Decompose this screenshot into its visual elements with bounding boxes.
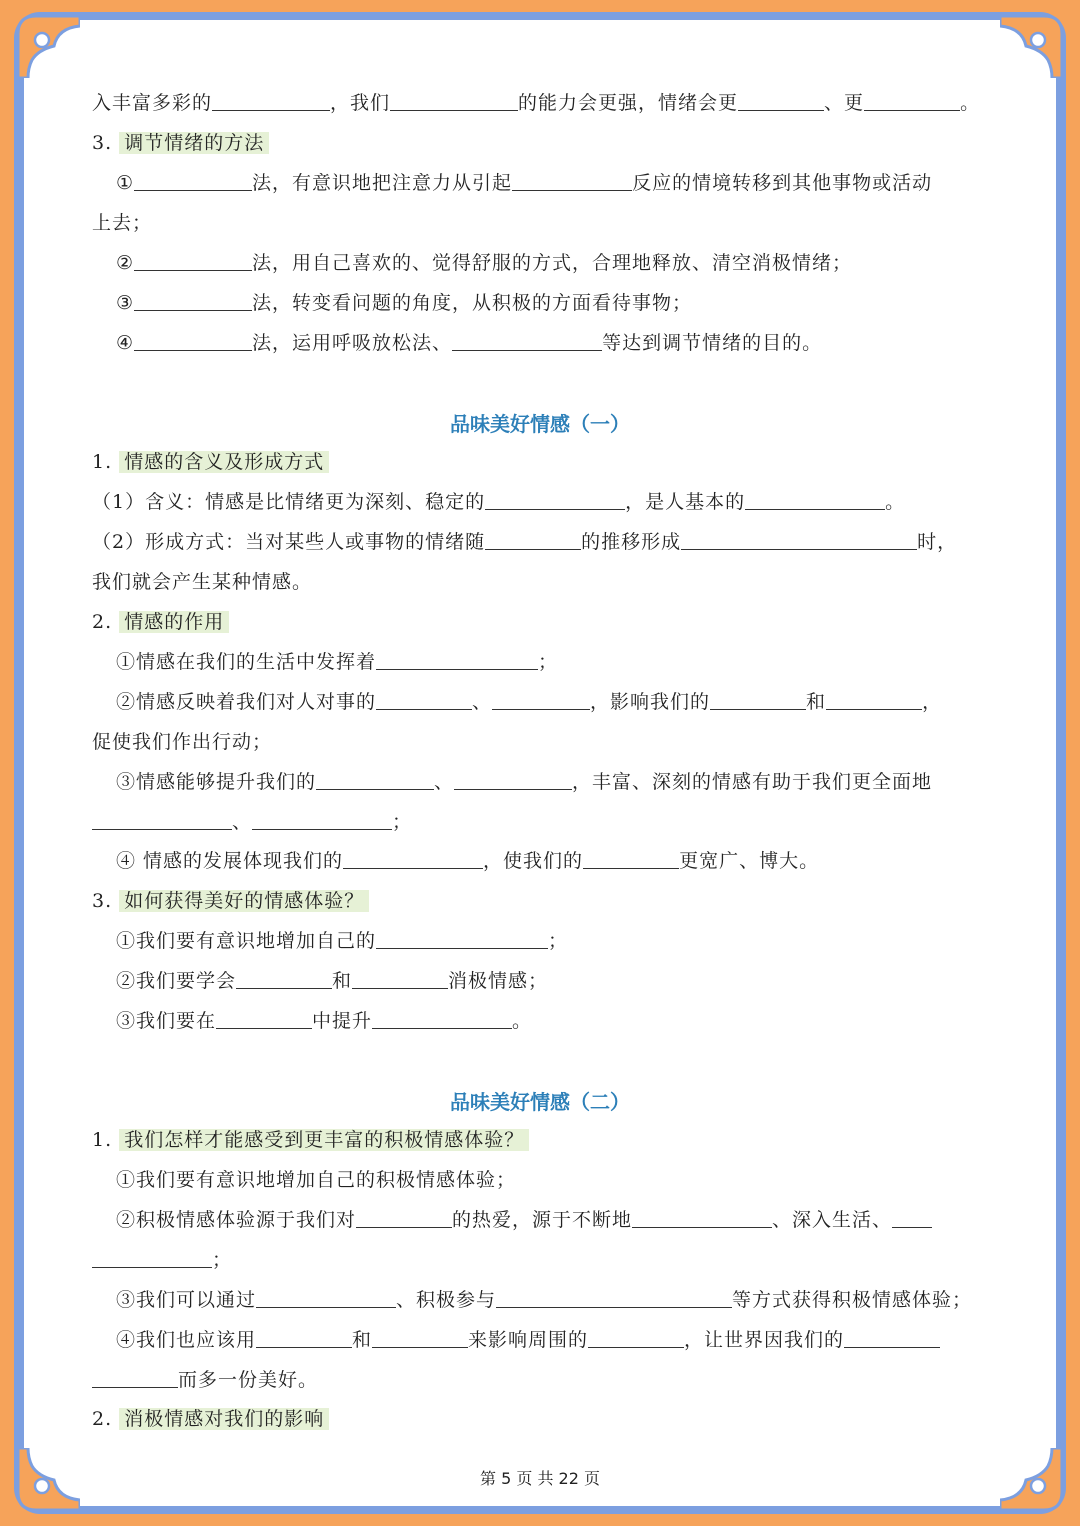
fill-blank[interactable] [134,170,252,191]
text-line [116,848,1016,874]
fill-blank[interactable] [212,90,330,111]
text: ，影响我们的 [590,691,711,713]
fill-blank[interactable] [588,1327,684,1348]
text: 。 [512,1010,533,1032]
text: ②积极情感体验源于我们对 [116,1209,357,1231]
text: （1）含义：情感是比情绪更为深刻、稳定的 [92,491,486,513]
text: （2）形成方式：当对某些人或事物的情绪随 [92,531,486,553]
highlighted-heading: 情感的作用 [119,611,229,633]
fill-blank[interactable] [492,689,590,710]
text: ； [538,651,559,673]
text: 法，运用呼吸放松法、 [252,332,453,354]
text-line [116,1287,1016,1313]
text-line [92,210,992,236]
text: 更宽广、博大。 [679,850,820,872]
fill-blank[interactable] [343,848,483,869]
text: 和 [352,1329,373,1351]
fill-blank[interactable] [892,1207,932,1228]
fill-blank[interactable] [134,250,252,271]
text: ① [116,172,135,194]
text: 法，转变看问题的角度，从积极的方面看待事物； [252,292,693,314]
text: 、 [434,771,455,793]
text-line [116,1207,1016,1233]
fill-blank[interactable] [134,330,252,351]
text: 。 [885,491,906,513]
question-number: 3. [92,890,113,912]
text-line [92,489,992,515]
text: ，我们 [330,92,391,114]
text: 促使我们作出行动； [92,731,273,753]
fill-blank[interactable] [352,968,448,989]
question-number: 2. [92,611,113,633]
fill-blank[interactable] [485,529,581,550]
fill-blank[interactable] [710,689,806,710]
fill-blank[interactable] [681,529,917,550]
text: ②我们要学会 [116,970,237,992]
text: ②情感反映着我们对人对事的 [116,691,377,713]
text: ③ [116,292,135,314]
highlighted-heading: 我们怎样才能感受到更丰富的积极情感体验？ [119,1129,529,1151]
text: ； [392,811,413,833]
text: 和 [806,691,827,713]
text: ①我们要有意识地增加自己的 [116,930,377,952]
question-heading [92,1406,992,1432]
text: ①我们要有意识地增加自己的积极情感体验； [116,1169,517,1191]
fill-blank[interactable] [372,1008,512,1029]
text-line [116,689,1016,715]
question-number: 1. [92,1129,113,1151]
fill-blank[interactable] [632,1207,772,1228]
text-line [92,1247,992,1273]
text-line [116,1008,1016,1034]
text: ④ 情感的发展体现我们的 [116,850,344,872]
text-line [92,569,992,595]
text: 。 [960,92,981,114]
highlighted-heading: 调节情绪的方法 [119,132,269,154]
highlighted-heading: 如何获得美好的情感体验？ [119,890,369,912]
text: ② [116,252,135,274]
text: 上去； [92,212,153,234]
text-line [116,170,1016,196]
text: 的能力会更强，情绪会更 [518,92,739,114]
text-line [116,1327,1016,1353]
fill-blank[interactable] [583,848,679,869]
question-heading [92,1127,992,1153]
text: 、积极参与 [396,1289,497,1311]
fill-blank[interactable] [92,1247,212,1268]
text-line [116,769,1016,795]
fill-blank[interactable] [134,290,252,311]
text: 入丰富多彩的 [92,92,213,114]
text: 的推移形成 [581,531,682,553]
fill-blank[interactable] [452,330,602,351]
fill-blank[interactable] [512,170,632,191]
question-heading [92,449,992,475]
fill-blank[interactable] [864,90,960,111]
fill-blank[interactable] [356,1207,452,1228]
text-line [116,649,1016,675]
question-heading [92,888,992,914]
fill-blank[interactable] [92,809,232,830]
text-line [92,729,992,755]
text: 、 [232,811,253,833]
text-line [92,90,992,116]
text-line [116,968,1016,994]
section-title: 品味美好情感（一） [450,412,630,436]
text-line [92,1367,992,1393]
text: 来影响周围的 [468,1329,589,1351]
text: 我们就会产生某种情感。 [92,571,313,593]
text: 法，有意识地把注意力从引起 [252,172,513,194]
section-title: 品味美好情感（二） [450,1090,630,1114]
text: ，使我们的 [483,850,584,872]
fill-blank[interactable] [316,769,434,790]
text: ④ [116,332,135,354]
fill-blank[interactable] [216,1008,312,1029]
fill-blank[interactable] [376,689,472,710]
text: ③我们要在 [116,1010,217,1032]
fill-blank[interactable] [92,1367,178,1388]
text: ③我们可以通过 [116,1289,257,1311]
fill-blank[interactable] [256,1287,396,1308]
text-line [116,290,1016,316]
text-line [92,529,992,555]
text: 法，用自己喜欢的、觉得舒服的方式，合理地释放、清空消极情绪； [252,252,853,274]
fill-blank[interactable] [390,90,518,111]
text: 的热爱，源于不断地 [452,1209,633,1231]
text: ， [922,691,943,713]
text: 中提升 [312,1010,373,1032]
question-number: 3. [92,132,113,154]
text: 反应的情境转移到其他事物或活动 [632,172,933,194]
text: 而多一份美好。 [178,1369,319,1391]
text: 和 [332,970,353,992]
text: ，是人基本的 [625,491,746,513]
text-line [116,250,1016,276]
fill-blank[interactable] [826,689,922,710]
highlighted-heading: 情感的含义及形成方式 [119,451,329,473]
text: 等方式获得积极情感体验； [732,1289,973,1311]
fill-blank[interactable] [454,769,572,790]
fill-blank[interactable] [252,809,392,830]
text: 消极情感； [448,970,549,992]
text: 、更 [824,92,865,114]
highlighted-heading: 消极情感对我们的影响 [119,1408,329,1430]
text: ，丰富、深刻的情感有助于我们更全面地 [572,771,933,793]
question-number: 2. [92,1408,113,1430]
text-line [116,330,1016,356]
text: ； [212,1249,233,1271]
text-line [116,1167,1016,1193]
text: ，让世界因我们的 [684,1329,845,1351]
fill-blank[interactable] [496,1287,732,1308]
text: ； [548,930,569,952]
fill-blank[interactable] [485,489,625,510]
fill-blank[interactable] [372,1327,468,1348]
fill-blank[interactable] [844,1327,940,1348]
fill-blank[interactable] [256,1327,352,1348]
text: 等达到调节情绪的目的。 [602,332,823,354]
fill-blank[interactable] [376,649,538,670]
fill-blank[interactable] [745,489,885,510]
fill-blank[interactable] [376,928,548,949]
text: ④我们也应该用 [116,1329,257,1351]
question-heading [92,609,992,635]
page-footer: 第 5 页 共 22 页 [480,1469,600,1488]
text: 、 [472,691,493,713]
text-line [116,928,1016,954]
fill-blank[interactable] [236,968,332,989]
question-number: 1. [92,451,113,473]
text: 时， [917,531,958,553]
text-line [92,809,992,835]
text: ③情感能够提升我们的 [116,771,317,793]
text: ①情感在我们的生活中发挥着 [116,651,377,673]
question-heading [92,130,992,156]
fill-blank[interactable] [738,90,824,111]
text: 、深入生活、 [772,1209,893,1231]
